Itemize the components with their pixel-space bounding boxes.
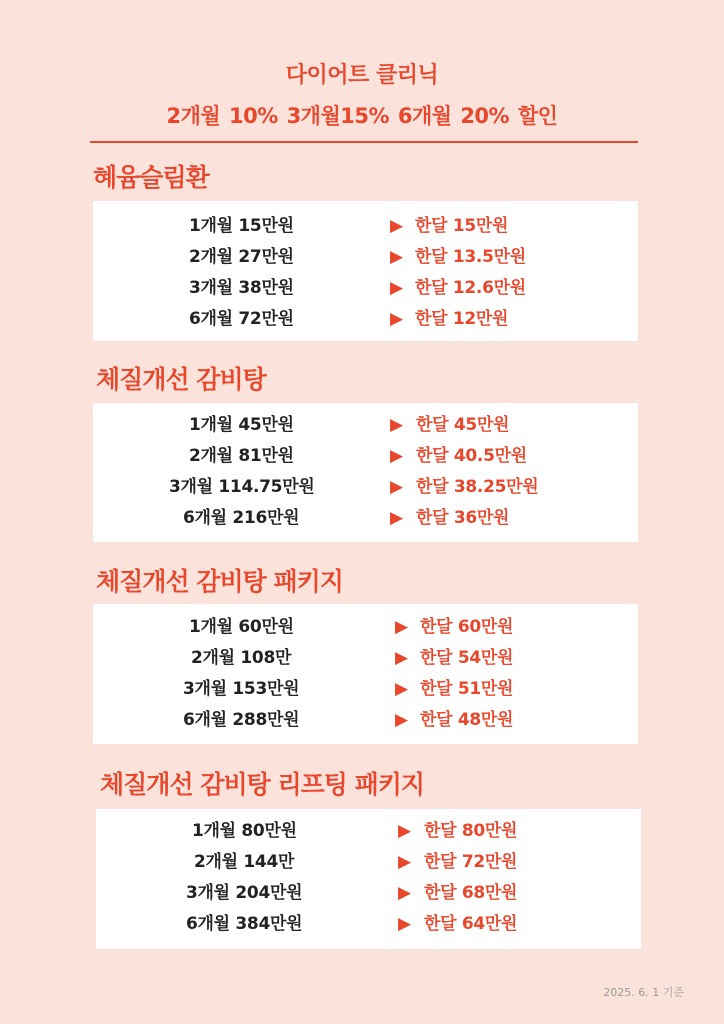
arrow-right-icon: ▶ — [390, 278, 404, 298]
monthly-price: 한달 48만원 — [420, 710, 514, 730]
period-price: 1개월 45만원 — [189, 415, 294, 435]
arrow-right-icon: ▶ — [395, 710, 409, 730]
header-divider — [90, 141, 638, 143]
section-title-4: 체질개선 감비탕 리프팅 패키지 — [100, 770, 425, 799]
price-row — [93, 643, 638, 674]
price-row — [93, 304, 638, 335]
arrow-right-icon: ▶ — [390, 477, 404, 497]
price-row — [93, 503, 638, 534]
arrow-right-icon: ▶ — [398, 852, 412, 872]
period-price: 2개월 144만 — [194, 852, 295, 872]
arrow-right-icon: ▶ — [390, 216, 404, 236]
price-row — [93, 705, 638, 736]
section-title-3: 체질개선 감비탕 패키지 — [96, 567, 343, 596]
price-row — [93, 441, 638, 472]
arrow-right-icon: ▶ — [398, 821, 412, 841]
price-row — [96, 878, 641, 909]
section-title-2: 체질개선 감비탕 — [96, 365, 266, 394]
price-card-2 — [93, 403, 638, 542]
arrow-right-icon: ▶ — [390, 508, 404, 528]
price-row — [96, 816, 641, 847]
price-card-3 — [93, 604, 638, 744]
monthly-price: 한달 60만원 — [420, 617, 514, 637]
section-title-1: 혜윰슬림환 — [93, 163, 209, 192]
monthly-price: 한달 72만원 — [424, 852, 518, 872]
price-row — [93, 242, 638, 273]
price-row — [96, 847, 641, 878]
monthly-price: 한달 54만원 — [420, 648, 514, 668]
period-price: 2개월 81만원 — [189, 446, 294, 466]
price-row — [93, 674, 638, 705]
monthly-price: 한달 13.5만원 — [415, 247, 526, 267]
reference-date: 2025. 6. 1 기준 — [603, 986, 684, 999]
period-price: 6개월 384만원 — [186, 914, 303, 934]
period-price: 2개월 108만 — [191, 648, 292, 668]
monthly-price: 한달 12.6만원 — [415, 278, 526, 298]
arrow-right-icon: ▶ — [395, 648, 409, 668]
arrow-right-icon: ▶ — [390, 309, 404, 329]
price-row — [93, 612, 638, 643]
price-row — [93, 211, 638, 242]
period-price: 3개월 204만원 — [186, 883, 303, 903]
monthly-price: 한달 45만원 — [416, 415, 510, 435]
arrow-right-icon: ▶ — [395, 617, 409, 637]
monthly-price: 한달 64만원 — [424, 914, 518, 934]
arrow-right-icon: ▶ — [390, 446, 404, 466]
page-title: 다이어트 클리닉 — [285, 63, 439, 88]
period-price: 1개월 15만원 — [189, 216, 294, 236]
monthly-price: 한달 40.5만원 — [416, 446, 527, 466]
arrow-right-icon: ▶ — [390, 415, 404, 435]
period-price: 3개월 153만원 — [183, 679, 300, 699]
monthly-price: 한달 38.25만원 — [416, 477, 539, 497]
price-row — [93, 273, 638, 304]
discount-subtitle: 2개월 10% 3개월15% 6개월 20% 할인 — [166, 104, 558, 128]
arrow-right-icon: ▶ — [390, 247, 404, 267]
period-price: 6개월 216만원 — [183, 508, 300, 528]
period-price: 6개월 72만원 — [189, 309, 294, 329]
period-price: 3개월 114.75만원 — [169, 477, 315, 497]
period-price: 3개월 38만원 — [189, 278, 294, 298]
period-price: 2개월 27만원 — [189, 247, 294, 267]
monthly-price: 한달 68만원 — [424, 883, 518, 903]
arrow-right-icon: ▶ — [398, 914, 412, 934]
price-row — [93, 472, 638, 503]
arrow-right-icon: ▶ — [398, 883, 412, 903]
period-price: 1개월 80만원 — [192, 821, 297, 841]
period-price: 1개월 60만원 — [189, 617, 294, 637]
monthly-price: 한달 15만원 — [415, 216, 509, 236]
monthly-price: 한달 80만원 — [424, 821, 518, 841]
price-card-1 — [93, 201, 638, 341]
period-price: 6개월 288만원 — [183, 710, 300, 730]
price-row — [96, 909, 641, 940]
monthly-price: 한달 36만원 — [416, 508, 510, 528]
monthly-price: 한달 12만원 — [415, 309, 509, 329]
price-row — [93, 410, 638, 441]
price-card-4 — [96, 809, 641, 949]
monthly-price: 한달 51만원 — [420, 679, 514, 699]
arrow-right-icon: ▶ — [395, 679, 409, 699]
